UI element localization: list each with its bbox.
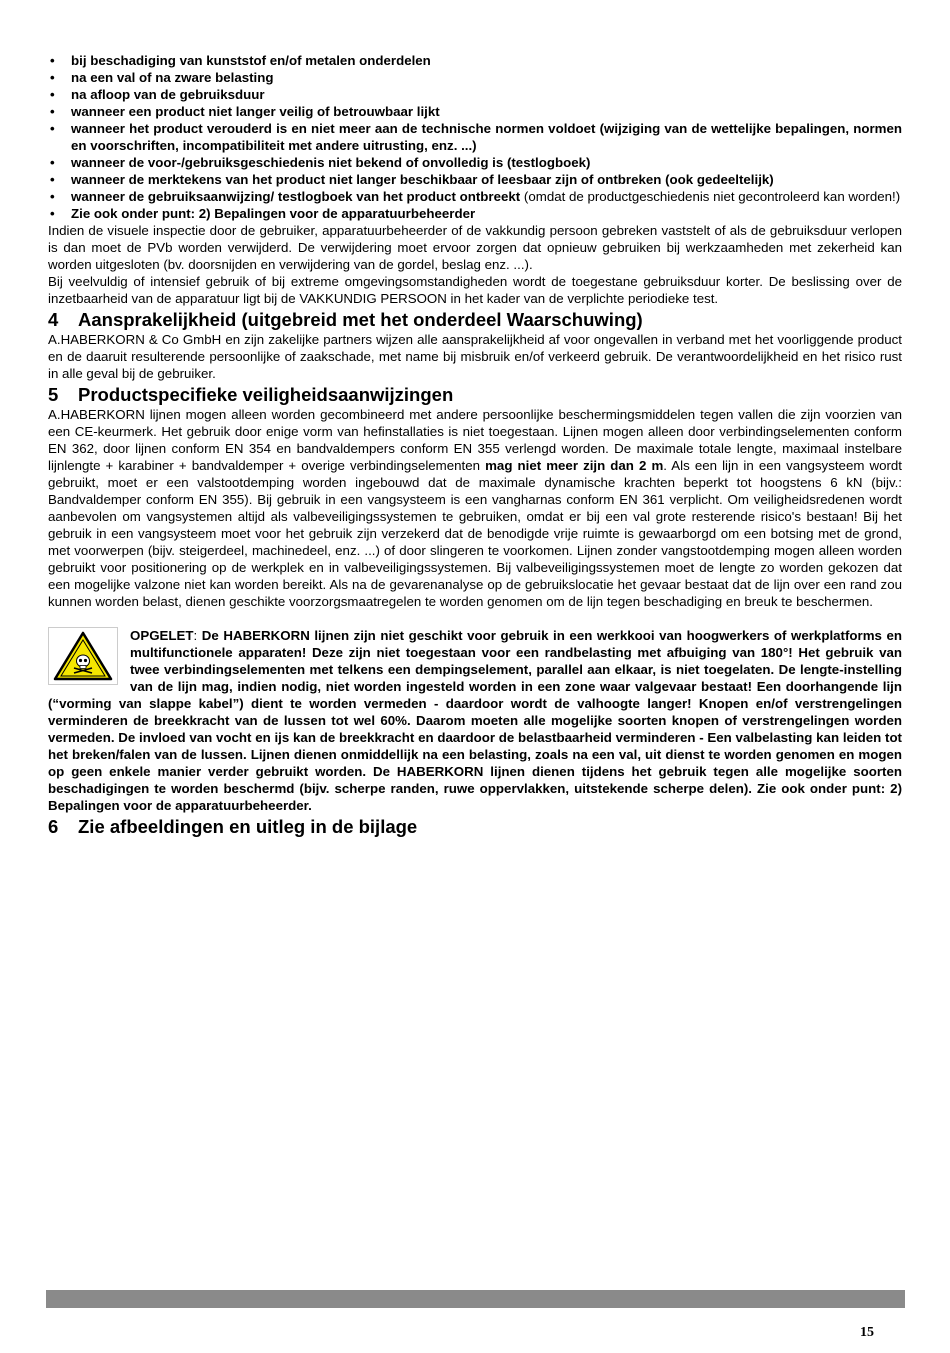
list-item-normal: (omdat de productgeschiedenis niet gecontroleerd kan worden!) bbox=[520, 189, 901, 204]
section-title: Zie afbeeldingen en uitleg in de bijlage bbox=[78, 816, 418, 837]
section-4-text: A.HABERKORN & Co GmbH en zijn zakelijke partners wijzen alle aansprakelijkheid af voor ongevallen in verband met het voorliggende product en de daaruit resulterende persoonlijke of zaakschade, met name bij misbruik en/of verkeerd gebruik. De verantwoordelijkheid en het risico rust in alle geval bij de gebruiker. bbox=[48, 332, 902, 381]
section-5-heading bbox=[48, 383, 902, 406]
section-number: 4 bbox=[48, 309, 59, 330]
footer-bar bbox=[46, 1290, 905, 1308]
warning-label: OPGELET bbox=[130, 628, 194, 643]
list-item: • na een val of na zware belasting bbox=[48, 69, 902, 86]
hazard-skull-warning-icon bbox=[48, 627, 118, 685]
list-item: • wanneer de merktekens van het product niet langer beschikbaar of leesbaar zijn of ontbreken (ook gedeeltelijk) bbox=[48, 171, 902, 188]
section-5-text-bold: mag niet meer zijn dan 2 m bbox=[485, 458, 664, 473]
list-item: • Zie ook onder punt: 2) Bepalingen voor de apparatuurbeheerder bbox=[48, 205, 902, 222]
section-title: Aansprakelijkheid (uitgebreid met het onderdeel Waarschuwing) bbox=[78, 309, 643, 330]
warning-block bbox=[48, 627, 902, 814]
intro-paragraph: Indien de visuele inspectie door de gebruiker, apparatuurbeheerder of de vakkundig persoon gebreken vaststelt of als de gebruiksduur verlopen is dan moet de PVb worden verwijderd. De verwijdering moet ervoor zorgen dat opnieuw gebruiken bij werkzaamheden met zekerheid kan worden uitgesloten (bv. doorsnijden en verwijdering van de gordel, beslag enz. ...). bbox=[48, 223, 902, 272]
warning-body: De HABERKORN lijnen zijn niet geschikt voor gebruik in een werkkooi van hoogwerkers of werkplatforms en multifunctionele apparaten! Deze zijn niet toegestaan voor een randbelasting met afbuiging van 180°! Het gebruik van twee verbindingselementen met telkens een dempingselement, parallel aan elkaar, is niet toegelaten. De lengte-instelling van de lijn mag, indien nodig, niet worden ingesteld worden in een zone waar valgevaar bestaat! Een doorhangende lijn (“vorming van slappe kabel”) dient te worden vermeden - daardoor wordt de valhoogte langer! Knopen en/of verstrengelingen verminderen de breekkracht van de lussen tot wel 60%. Daarom moeten alle mogelijke soorten knopen of verstrengelingen worden vermeden. De invloed van vocht en ijs kan de breekkracht en daardoor de belastbaarheid verminderen - Een valbelasting kan leiden tot het breken/falen van de lussen. Lijnen dienen onmiddellijk na een belasting, zoals na een val, uit dienst te worden genomen en mogen op geen enkele manier verder gebruikt worden. De HABERKORN lijnen dienen tijdens het gebruik tegen alle mogelijke soorten beschadigingen te worden beschermd (bijv. scherpe randen, ruwe oppervlakken, uitstekende scherpe delen). Zie ook onder punt: 2) Bepalingen voor de apparatuurbeheerder. bbox=[48, 628, 902, 813]
list-item: • bij beschadiging van kunststof en/of metalen onderdelen bbox=[48, 52, 902, 69]
intro-paragraph: Bij veelvuldig of intensief gebruik of bij extreme omgevingsomstandigheden wordt de toegestane gebruiksduur korter. De beslissing over de inzetbaarheid van de apparatuur ligt bij de VAKKUNDIG PERSOON in het kader van de verplichte periodieke test. bbox=[48, 274, 902, 306]
section-title: Productspecifieke veiligheidsaanwijzingen bbox=[78, 384, 454, 405]
section-6-heading bbox=[48, 815, 902, 838]
list-item: • wanneer de voor-/gebruiksgeschiedenis niet bekend of onvolledig is (testlogboek) bbox=[48, 154, 902, 171]
section-5-text bbox=[48, 406, 902, 610]
section-4-heading bbox=[48, 308, 902, 331]
list-item: • wanneer het product verouderd is en niet meer aan de technische normen voldoet (wijziging van de wettelijke bepalingen, normen en voorschriften, incompatibiliteit met andere uitrusting, enz. ...) bbox=[48, 120, 902, 154]
warning-colon: : bbox=[193, 628, 198, 643]
section-5-text-b: . Als een lijn in een vangsysteem wordt gebruikt, moet er een valstootdemping worden ingebouwd dat de maximale dynamische krachten beperkt tot hoogstens 6 kN (bijv.: Bandvaldemper conform EN 355). Bij gebruik in een vangsysteem is een vangharnas conform EN 361 verplicht. Om veiligheidsredenen wordt aanbevolen om vangsystemen altijd als valbeveiligingssystemen te gebruiken, omdat er bij een val grote resterende risico's bestaan! Bij het gebruik in een vangsysteem moet voor het gebruik zijn verzekerd dat de benodigde vrije ruimte is gewaarborgd om een botsing met de grond, met voorwerpen (bijv. steigerdeel, machinedeel, enz. ...) of door slingeren te voorkomen. Lijnen zonder vangstootdemping mogen alleen worden gebruikt voor positionering op de werkplek en in valbeveiligingssystemen. Bij valbeveiligingssystemen moet de lengte zo worden gekozen dat een mogelijke valzone niet kan worden bereikt. Als na de gevarenanalyse op de gebruikslocatie het gevaar bestaat dat de lijn over een rand zou kunnen worden belast, dienen geschikte voorzorgsmaatregelen te worden genomen om de lijn tegen beschadiging en breuk te beschermen. bbox=[48, 458, 902, 609]
warning-text bbox=[48, 627, 902, 814]
page-content bbox=[48, 52, 902, 838]
list-item bbox=[48, 188, 902, 205]
list-item: • na afloop van de gebruiksduur bbox=[48, 86, 902, 103]
section-5-text-a: A.HABERKORN lijnen mogen alleen worden gecombineerd met andere persoonlijke beschermingsmiddelen tegen vallen die zijn voorzien van een CE-keurmerk. Het gebruik door enige vorm van hefinstallaties is niet toegestaan. Lijnen mogen alleen door verbindingselementen conform EN 362, door lijnen conform EN 354 en bandvaldempers conform EN 355 verlengd worden. De maximale totale lengte, maximaal instelbare lijnlengte + karabiner + bandvaldemper + overige verbindingselementen bbox=[48, 407, 902, 473]
page-number: 15 bbox=[860, 1325, 874, 1340]
list-item: • wanneer een product niet langer veilig of betrouwbaar lijkt bbox=[48, 103, 902, 120]
section-number: 5 bbox=[48, 384, 59, 405]
section-number: 6 bbox=[48, 816, 59, 837]
list-item-bold: wanneer de gebruiksaanwijzing/ testlogboek van het product ontbreekt bbox=[71, 189, 521, 204]
withdrawal-criteria-list bbox=[48, 52, 902, 222]
